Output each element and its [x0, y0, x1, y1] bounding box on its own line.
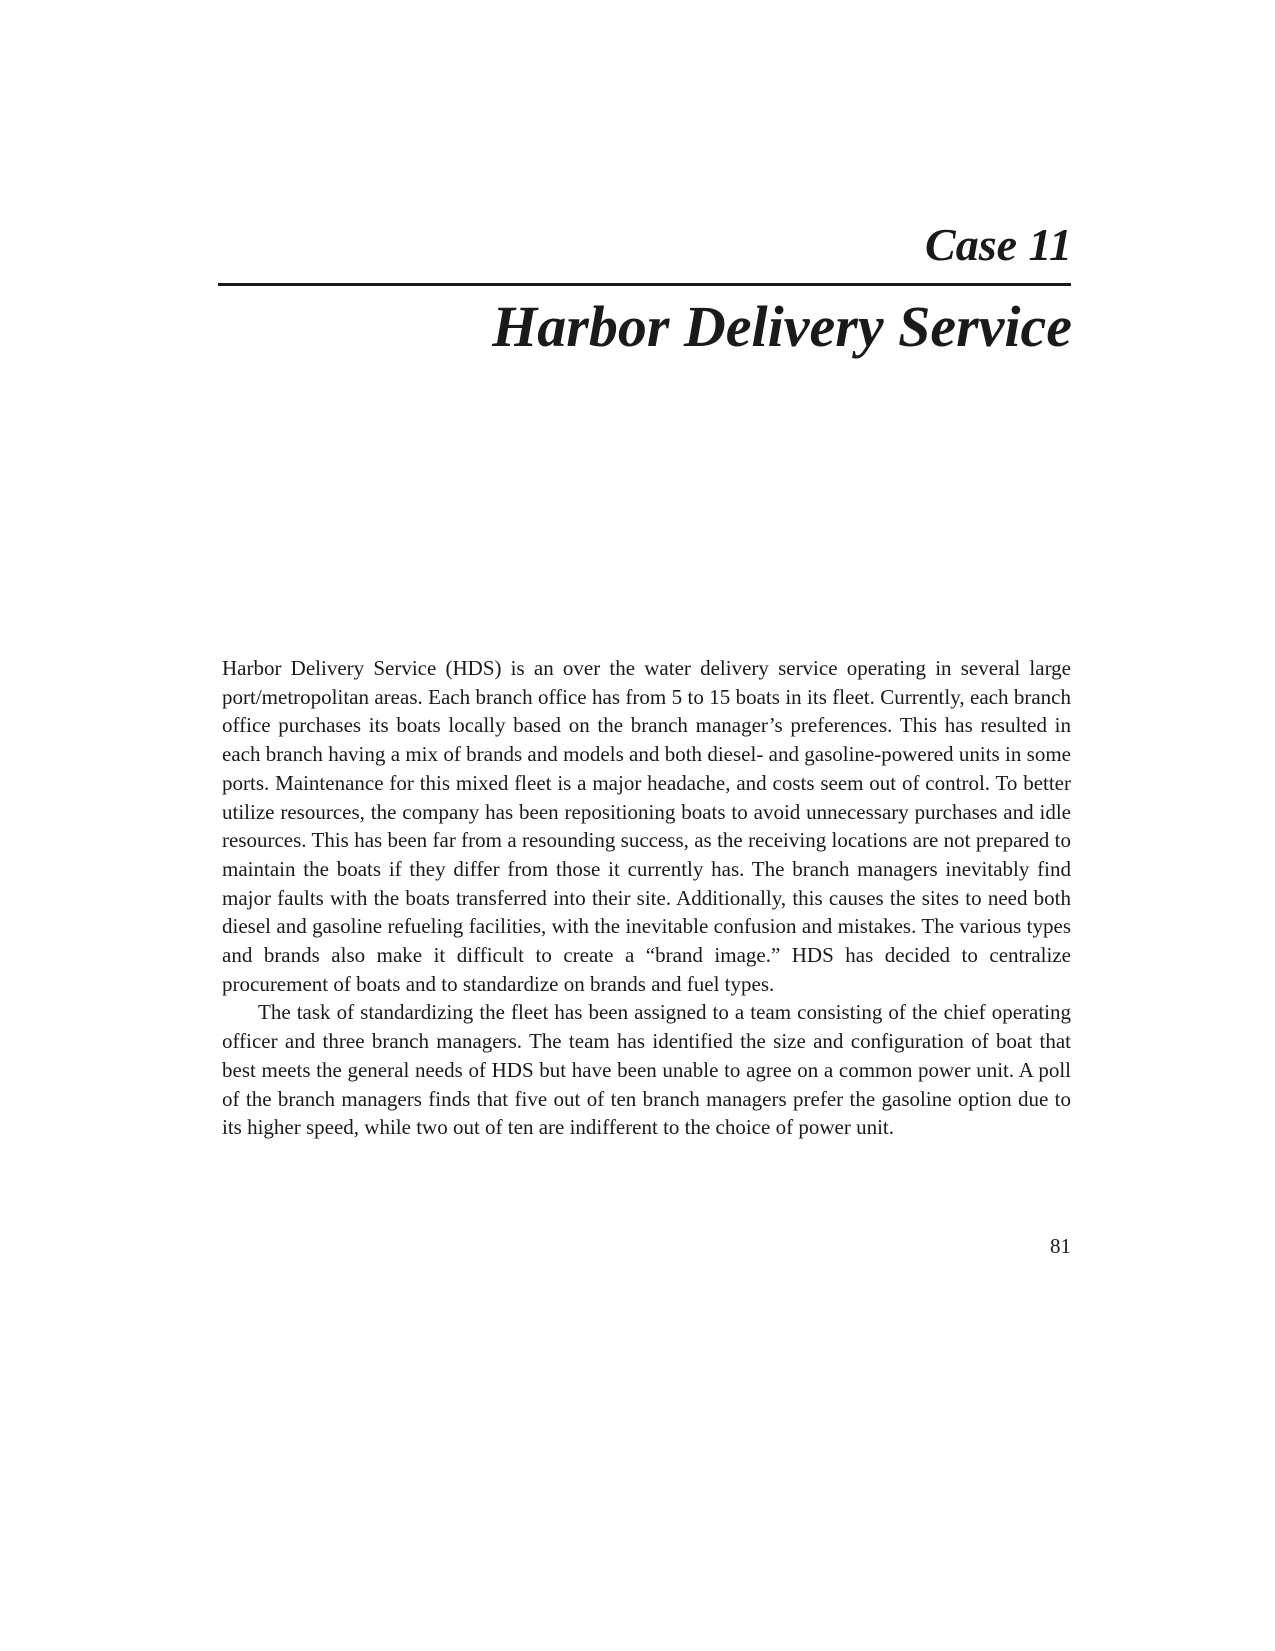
paragraph-2: The task of standardizing the fleet has been assigned to a team consisting of the chief operating officer and three branch managers. The team has identified the size and configuration of boat that best meets the general needs of HDS but have been unable to agree on a common power unit. A poll of the branch managers finds that five out of ten branch managers prefer the gasoline option due to its higher speed, while two out of ten are indifferent to the choice of power unit.: [222, 1000, 1071, 1140]
paragraph-1: Harbor Delivery Service (HDS) is an over the water delivery service operating in several large port/metropolitan areas. Each branch office has from 5 to 15 boats in its fleet. Currently, each branch office purchases its boats locally based on the branch manager’s preferences. This has resulted in each branch having a mix of brands and models and both diesel- and gasoline-powered units in some ports. Maintenance for this mixed fleet is a major headache, and costs seem out of control. To better utilize resources, the company has been repositioning boats to avoid unnecessary purchases and idle resources. This has been far from a resounding success, as the receiving locations are not prepared to maintain the boats if they differ from those it currently has. The branch managers inevitably find major faults with the boats transferred into their site. Additionally, this causes the sites to need both diesel and gasoline refueling facilities, with the inevitable confusion and mistakes. The various types and brands also make it difficult to create a “brand image.” HDS has decided to centralize procurement of boats and to standardize on brands and fuel types.: [222, 656, 1071, 996]
body-text: [222, 654, 1071, 1142]
chapter-title: Harbor Delivery Service: [492, 294, 1072, 359]
title-rule: [218, 283, 1071, 286]
page-number: 81: [1050, 1234, 1071, 1258]
case-label: Case 11: [925, 219, 1072, 270]
